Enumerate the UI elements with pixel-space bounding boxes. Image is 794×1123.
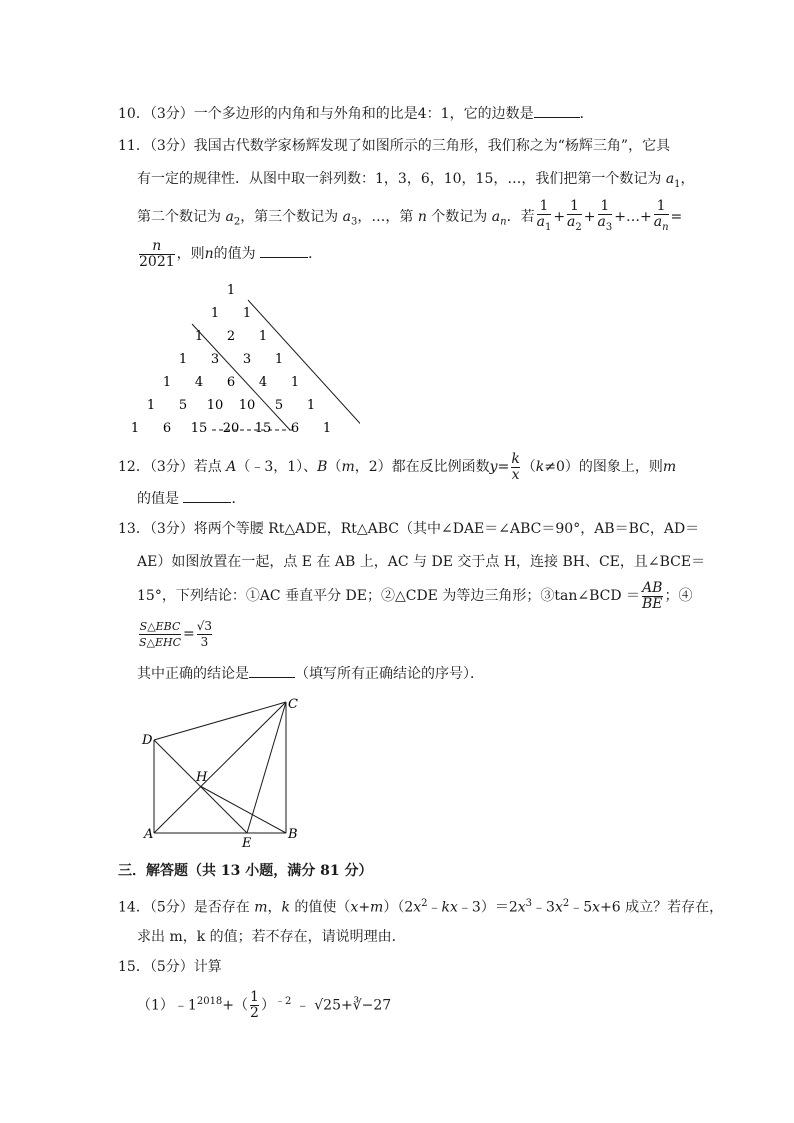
label-E: E [242,836,252,851]
q12-score: （3分） [149,459,194,475]
triangle-cell: 1 [162,375,172,390]
q13-number: 13． [118,521,150,537]
question-13-line5: 其中正确的结论是 （填写所有正确结论的序号）． [137,666,484,682]
triangle-cell: 3 [242,352,252,367]
triangle-cell: 1 [306,398,316,413]
q14-number: 14． [118,899,150,916]
label-D: D [142,733,153,748]
fraction-n-over-2021: $\frac{n}{2021}$ [139,237,175,270]
q15-number: 15． [118,959,150,975]
question-15-title: 15．（5分）计算 [118,959,222,975]
triangle-cell: 5 [178,398,188,413]
question-10: 10．（3分）一个多边形的内角和与外角和的比是4：1，它的边数是 ． [118,106,594,122]
triangle-cell: 1 [178,352,188,367]
q10-text: 一个多边形的内角和与外角和的比是4：1，它的边数是 [193,106,534,122]
question-15-part1: $(1)﹣1^{2018}+$（ $\frac{1}{2}$ ）$^{﹣2}$ ﹣ √25+∛−27 [137,989,392,1022]
question-13-line2: AE）如图放置在一起，点 E 在 AB 上，AC 与 DE 交于点 H，连接 BH、CE，且∠BCE＝ [137,554,706,570]
triangle-cell: 1 [258,329,268,344]
triangle-cell: 1 [290,375,300,390]
geometry-figure-q13 [130,690,310,855]
question-13-line3: 15°，下列结论：①AC 垂直平分 DE；②△CDE 为等边三角形；③tan∠BCD ＝ $\frac{AB}{BE}$ ；④ [137,579,693,612]
triangle-cell: 6 [162,421,172,435]
fraction-ab-over-be: $\frac{AB}{BE}$ [642,579,663,612]
triangle-cell: 10 [206,398,224,413]
diagonal-line-left [192,324,290,430]
question-14-line2: 求出 m，k 的值；若不存在，请说明理由． [137,929,406,945]
question-11-line4: $\frac{n}{2021}$ ，则n的值为 ． [139,237,323,270]
label-B: B [288,827,298,842]
q11-score: （3分） [149,138,194,154]
triangle-cell: 1 [274,352,284,367]
question-12-line1: 12．（3分）若点 A（﹣3，1）、B（m，2）都在反比例函数y= $\frac{k}{x}$ （k≠0）的图象上，则m [118,450,677,483]
fraction-1-over-a3: $\frac{1}{a_3}$ [597,198,613,233]
triangle-cell: 1 [130,421,140,435]
triangle-cell: 1 [226,283,236,298]
q10-number: 10． [118,106,150,122]
label-C: C [288,697,298,712]
fraction-1-over-a2: $\frac{1}{a_2}$ [567,198,582,233]
question-11-line3: 第二个数记为 $a_2$，第三个数记为 $a_3$，…，第 n 个数记为 $a_n$．若 $\frac{1}{a_1}$ + $\frac{1}{a_2}$ + $\frac{1}{a_3}$ +…+ $\frac{1}{a_n}$ = [137,198,683,233]
question-12-line2: 的值是 ． [137,491,246,507]
triangle-cell: 3 [210,352,220,367]
q11-number: 11． [118,138,150,154]
question-11-line2: 有一定的规律性．从图中取一斜列数：1，3，6，10，15，…，我们把第一个数记为 $a_1$， [137,171,695,190]
triangle-cell: 20 [222,421,240,435]
q10-score: （3分） [149,106,194,122]
q12-answer-blank[interactable] [183,489,231,503]
question-13-line4: $\frac{\text{S△EBC}}{\text{S△EHC}}$ = $\frac{√3}{3}$ [139,618,213,649]
fraction-k-over-x: $\frac{k}{x}$ [511,450,520,483]
triangle-cell: 1 [322,421,332,435]
triangle-cell: 15 [190,421,208,435]
yang-hui-triangle-figure [130,280,360,435]
triangle-cell: 1 [146,398,156,413]
triangle-cell: 15 [254,421,272,435]
q10-answer-blank[interactable] [534,104,580,118]
fraction-1-over-a1: $\frac{1}{a_1}$ [536,198,552,233]
q12-number: 12． [118,459,150,475]
q14-score: （5分） [149,899,194,916]
fraction-1-over-an: $\frac{1}{a_n}$ [653,198,669,233]
fraction-one-half: $\frac{1}{2}$ [250,989,259,1022]
triangle-cell: 10 [238,398,256,413]
q13-answer-blank[interactable] [249,664,295,678]
label-A: A [144,827,154,842]
triangle-cell: 6 [290,421,300,435]
triangle-cell: 1 [210,306,220,321]
triangle-cell: 4 [194,375,204,390]
q15-score: （5分） [149,959,194,975]
triangle-cell: 1 [194,329,204,344]
section-3-title: 三．解答题（共 13 小题，满分 81 分） [118,863,373,879]
q11-answer-blank[interactable] [260,244,308,258]
label-H: H [196,770,208,785]
diagonal-line-right [248,300,360,430]
triangle-cell: 6 [226,375,236,390]
question-13-line1: 13．（3分）将两个等腰 Rt△ADE，Rt△ABC（其中∠DAE＝∠ABC＝90°，AB＝BC，AD＝ [118,521,700,537]
triangle-cell: 2 [226,329,236,344]
triangle-cell: 4 [258,375,268,390]
fraction-sqrt3-over-3: $\frac{√3}{3}$ [196,618,213,649]
triangle-cell: 5 [274,398,284,413]
question-14-line1: 14．（5分）是否存在 m，k 的值使$(x+m)(2x^2﹣kx﹣3)=2x^3﹣3x^2﹣5x+6$ 成立？若存在， [118,898,724,916]
question-11-line1: 11．（3分）我国古代数学家杨辉发现了如图所示的三角形，我们称之为“杨辉三角”，它具 [118,138,671,154]
segment-HB [200,786,286,833]
fraction-sebc-over-sehc: $\frac{\text{S△EBC}}{\text{S△EHC}}$ [139,619,182,649]
triangle-cell: 1 [242,306,252,321]
q13-score: （3分） [149,521,194,537]
